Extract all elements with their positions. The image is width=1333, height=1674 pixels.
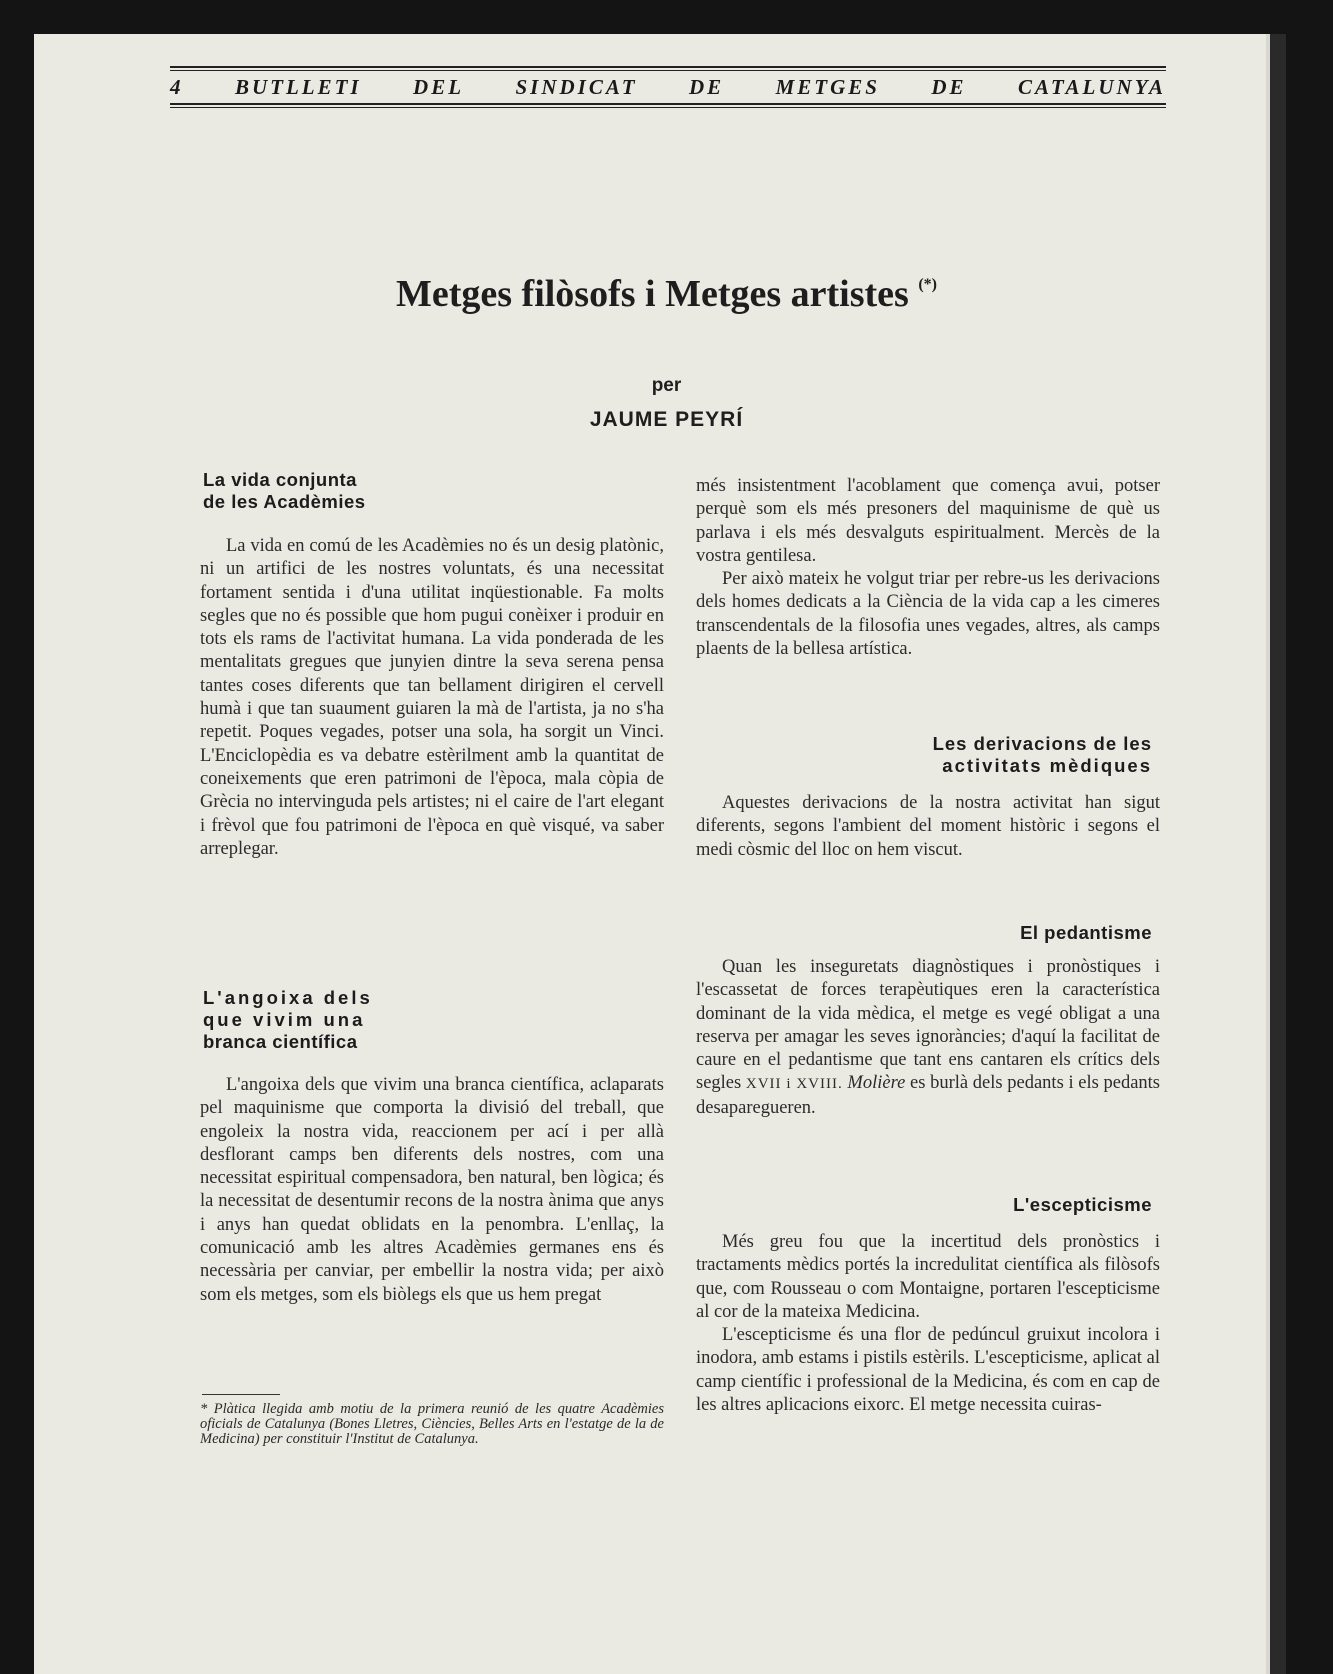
article-title-text: Metges filòsofs i Metges artistes bbox=[396, 273, 909, 315]
text-run: es burlà dels pedants i els pedants desaparegueren. bbox=[696, 1073, 1161, 1118]
running-head-word: SINDICAT bbox=[515, 75, 638, 99]
section-heading-pedantisme: El pedantisme bbox=[1020, 922, 1152, 943]
author-name: JAUME PEYRÍ bbox=[589, 408, 744, 431]
running-head-rule-bottom bbox=[170, 103, 1166, 105]
running-head-word: DE bbox=[688, 75, 725, 99]
paragraph-text bbox=[696, 956, 1160, 1120]
paragraph-vida-conjunta bbox=[200, 535, 664, 861]
heading-line: que vivim una bbox=[203, 1009, 366, 1030]
title-footnote-mark: (*) bbox=[918, 276, 937, 293]
running-head-word: METGES bbox=[775, 75, 880, 99]
running-head-rule-top bbox=[170, 66, 1166, 68]
paragraph-escepticisme bbox=[696, 1231, 1160, 1417]
running-head bbox=[170, 66, 1166, 108]
running-head-word: BUTLLETI bbox=[234, 75, 362, 99]
centuries-smallcaps: XVII i XVIII. bbox=[745, 1076, 843, 1093]
running-head-rule-bottom-thin bbox=[170, 107, 1166, 108]
heading-line: activitats mèdiques bbox=[942, 755, 1152, 776]
page-number: 4 bbox=[170, 75, 184, 99]
section-heading-derivacions bbox=[696, 733, 1152, 777]
running-head-word: DEL bbox=[413, 75, 465, 99]
paragraph-continuation bbox=[696, 475, 1160, 661]
section-heading-escepticisme: L'escepticisme bbox=[1013, 1194, 1152, 1215]
heading-line: L'angoixa dels bbox=[203, 987, 373, 1008]
paragraph-pedantisme bbox=[696, 956, 1160, 1120]
byline-per: per bbox=[651, 375, 682, 396]
running-head-word: CATALUNYA bbox=[1018, 75, 1166, 99]
article-title bbox=[0, 272, 1333, 316]
paragraph-derivacions bbox=[696, 792, 1160, 862]
heading-line: Les derivacions de les bbox=[932, 733, 1152, 754]
paragraph-angoixa bbox=[200, 1074, 664, 1307]
paragraph-text: L'escepticisme és una flor de pedúncul gruixut incolora i inodora, amb estams i pistils estèrils. L'escepticisme, aplicat al camp científic i professional de la Medicina, és com en cap de les altres aplicacions eixorc. El metge necessita cuiras- bbox=[696, 1325, 1160, 1416]
name-moliere: Molière bbox=[847, 1073, 906, 1094]
paragraph-text: La vida en comú de les Acadèmies no és un desig platònic, ni un artifici de les nostres voluntats, és una necessitat fortament sentida i d'una utilitat inqüestionable. Fa molts segles que no és possible que hom pugui conèixer i produir en tots els rams de l'activitat humana. La vida ponderada de les mentalitats gregues que junyien dintre la seva serena pensa tantes coses diferents que tan bellament dirigiren el cervell humà i que tan suaument guiaren la mà de l'artista, ja no s'ha repetit. Poques vegades, potser una sola, ha sorgit un Vinci. L'Enciclopèdia es va debatre estèrilment amb la quantitat de coneixements que eren patrimoni de l'època, mala còpia de Grècia no intervinguda pels artistes; ni el caire de l'art elegant i frèvol que fou patrimoni de l'època en què visqué, va saber arreplegar. bbox=[200, 536, 664, 859]
running-head-word: DE bbox=[931, 75, 967, 99]
heading-line: La vida conjunta bbox=[203, 469, 357, 490]
heading-line: branca científica bbox=[203, 1031, 358, 1052]
paragraph-text: Aquestes derivacions de la nostra activitat han sigut diferents, segons l'ambient del moment històric i segons el medi còsmic del lloc on hem viscut. bbox=[696, 793, 1160, 860]
heading-line: de les Acadèmies bbox=[203, 491, 366, 512]
footnote: * Plàtica llegida amb motiu de la primera reunió de les quatre Acadèmies oficials de Catalunya (Bones Lletres, Ciències, Belles Arts en l'estatge de la de Medicina) per constituir l'Institut de Catalunya. bbox=[200, 1401, 664, 1447]
paragraph-text: més insistentment l'acoblament que comença avui, potser perquè som els més presoners del maquinisme de què us parlava i els més desvalguts espiritualment. Mercès de la vostra gentilesa. bbox=[696, 476, 1160, 566]
paragraph-text: Per això mateix he volgut triar per rebre-us les derivacions dels homes dedicats a la Ciència de la vida cap a les cimeres transcendentals de la filosofia unes vegades, altres, als camps plaents de la bellesa artística. bbox=[696, 569, 1160, 660]
footnote-rule bbox=[202, 1394, 280, 1395]
section-heading-angoixa bbox=[203, 987, 373, 1053]
paragraph-text: L'angoixa dels que vivim una branca científica, aclaparats pel maquinisme que comporta la divisió del treball, que engoleix la nostra vida, reaccionem per ací i per allà desflorant camps ben diferents dels nostres, com una necessitat espiritual compensadora, ben natural, ben lògica; és la necessitat de desentumir recons de la nostra ànima que anys i anys han quedat oblidats en la penombra. L'enllaç, la comunicació amb les altres Acadèmies germanes ens és necessària per canviar, per embellir la nostra vida; per això som els metges, som els biòlegs els que us hem pregat bbox=[200, 1075, 664, 1305]
paragraph-text: Més greu fou que la incertitud dels pronòstics i tractaments mèdics portés la incredulitat científica als filòsofs que, com Rousseau o com Montaigne, portaren l'escepticisme al cor de la mateixa Medicina. bbox=[696, 1232, 1160, 1322]
text-run: Quan les inseguretats diagnòstiques i pronòstiques i l'escassetat de forces terapèutiques eren la característica dominant de la vida mèdica, el metge es vegé obligat a una reserva per amagar les seves ignoràncies; d'aquí la facilitat de caure en el pedantisme que tant ens cantaren els crítics dels segles bbox=[696, 957, 1160, 1094]
running-head-text bbox=[170, 71, 1166, 103]
section-heading-vida-conjunta bbox=[203, 469, 366, 513]
